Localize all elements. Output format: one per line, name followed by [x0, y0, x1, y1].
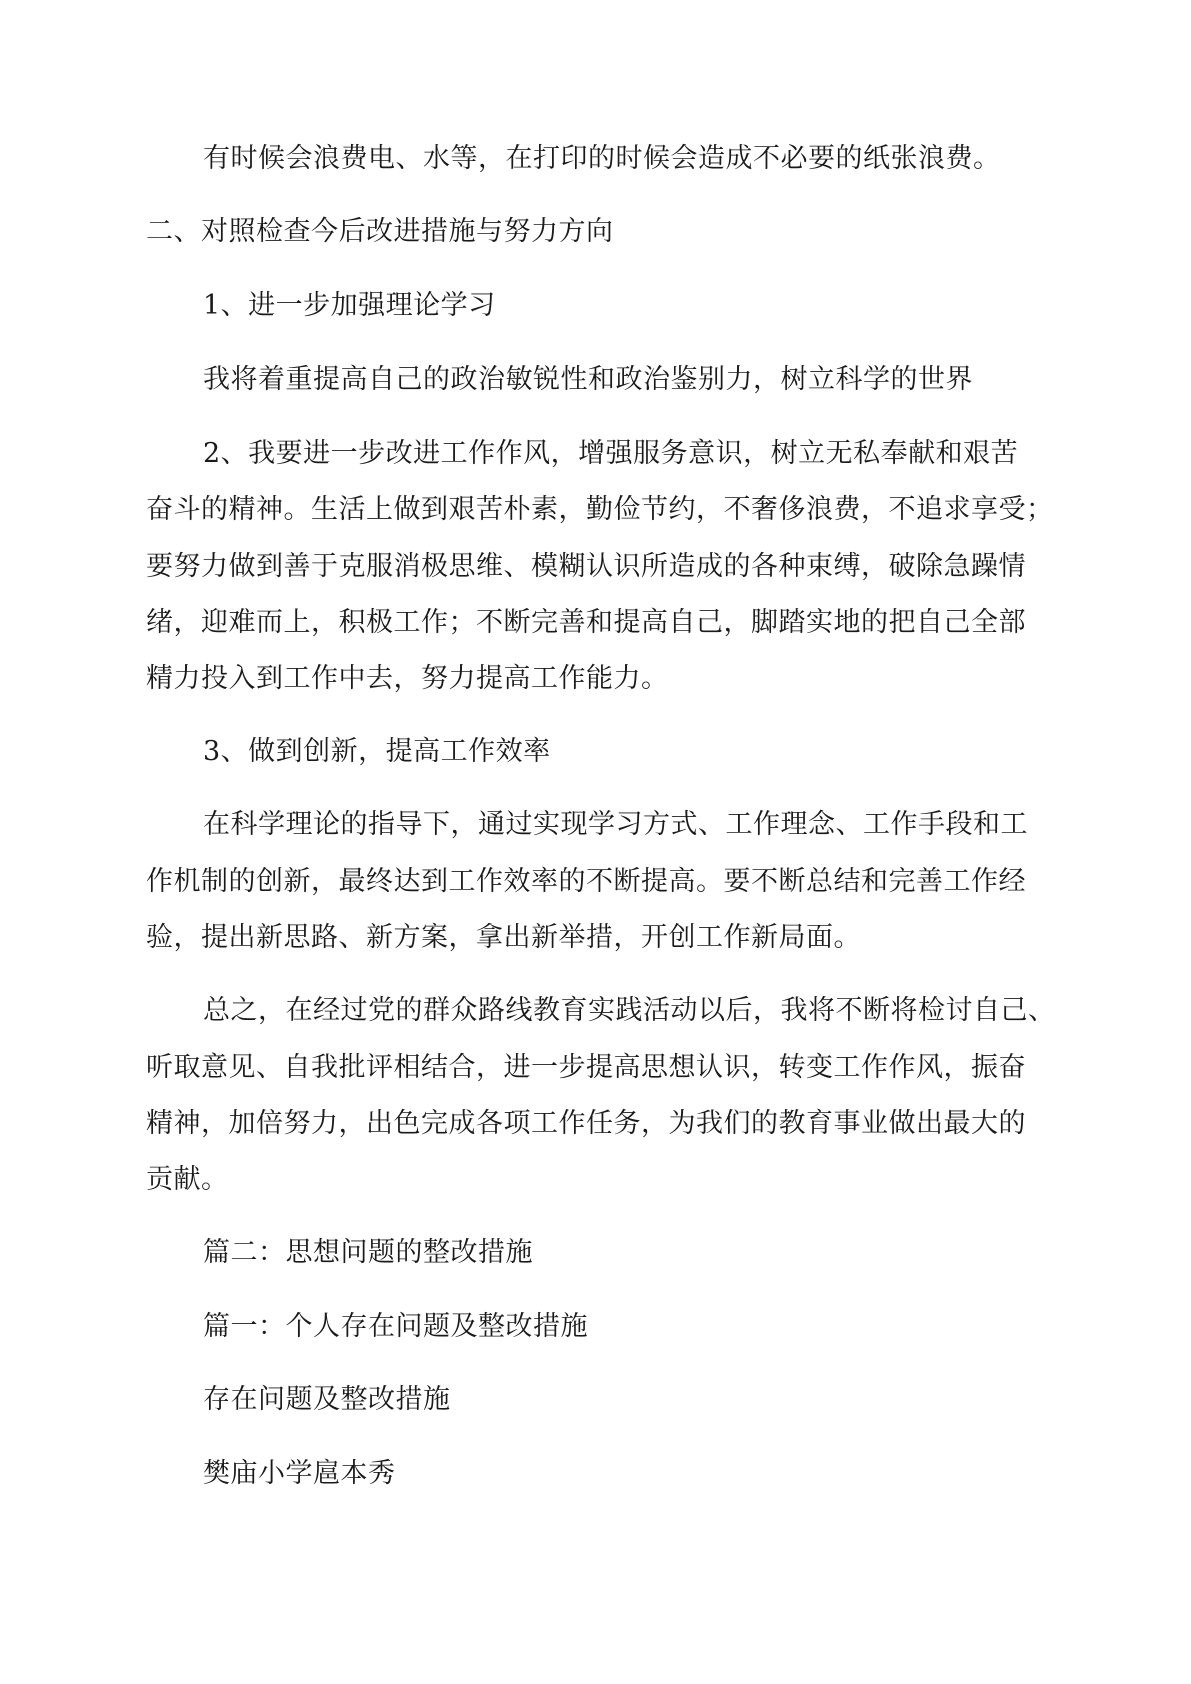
author-line: 樊庙小学扈本秀: [203, 1458, 396, 1489]
subheading: 1、进一步加强理论学习: [203, 290, 496, 321]
paragraph-line: 2、我要进一步改进工作作风，增强服务意识，树立无私奉献和艰苦: [203, 438, 1019, 469]
paragraph-line: 精力投入到工作中去，努力提高工作能力。: [146, 663, 669, 694]
subheading: 3、做到创新，提高工作效率: [203, 736, 551, 767]
article-heading: 篇二：思想问题的整改措施: [203, 1237, 533, 1268]
paragraph-line: 验，提出新思路、新方案，拿出新举措，开创工作新局面。: [146, 922, 861, 953]
article-title: 存在问题及整改措施: [203, 1384, 451, 1415]
paragraph-line: 我将着重提高自己的政治敏锐性和政治鉴别力，树立科学的世界: [203, 364, 973, 395]
paragraph-line: 听取意见、自我批评相结合，进一步提高思想认识，转变工作作风，振奋: [146, 1052, 1026, 1083]
section-heading: 二、对照检查今后改进措施与努力方向: [146, 216, 614, 247]
paragraph-line: 奋斗的精神。生活上做到艰苦朴素，勤俭节约，不奢侈浪费，不追求享受；: [146, 494, 1054, 525]
paragraph-line: 精神，加倍努力，出色完成各项工作任务，为我们的教育事业做出最大的: [146, 1108, 1026, 1139]
paragraph-line: 总之，在经过党的群众路线教育实践活动以后，我将不断将检讨自己、: [203, 995, 1056, 1026]
paragraph-line: 贡献。: [146, 1164, 229, 1195]
paragraph-line: 绪，迎难而上，积极工作；不断完善和提高自己，脚踏实地的把自己全部: [146, 607, 1026, 638]
paragraph-line: 作机制的创新，最终达到工作效率的不断提高。要不断总结和完善工作经: [146, 866, 1026, 897]
article-heading: 篇一：个人存在问题及整改措施: [203, 1311, 588, 1342]
paragraph-line: 要努力做到善于克服消极思维、模糊认识所造成的各种束缚，破除急躁情: [146, 551, 1026, 582]
paragraph-line: 在科学理论的指导下，通过实现学习方式、工作理念、工作手段和工: [203, 809, 1028, 840]
paragraph-line: 有时候会浪费电、水等，在打印的时候会造成不必要的纸张浪费。: [203, 143, 1001, 174]
